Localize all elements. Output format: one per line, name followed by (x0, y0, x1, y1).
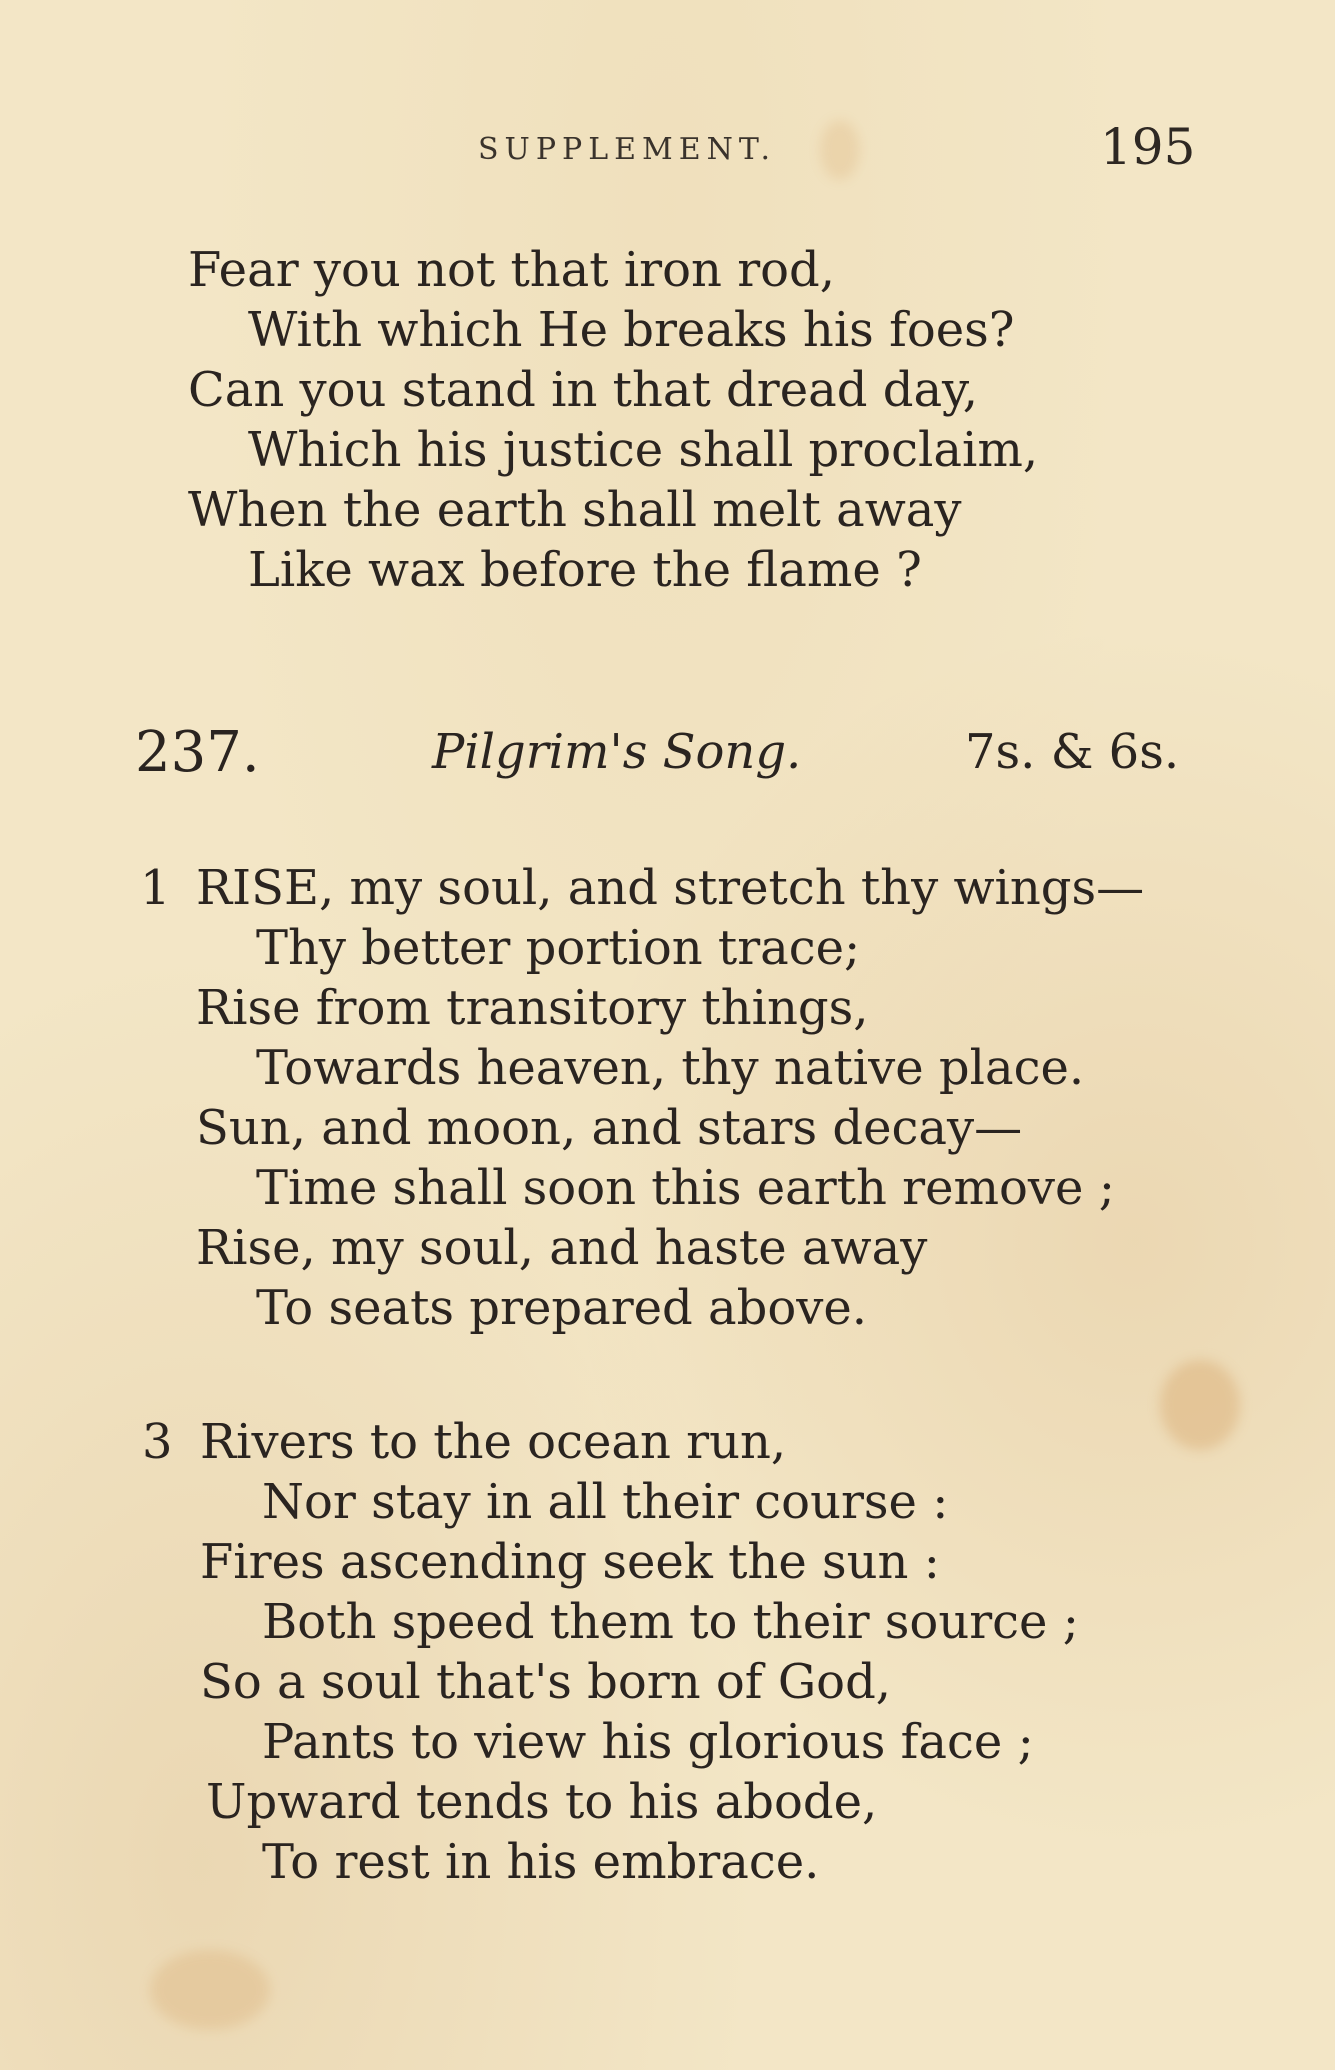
page-header (0, 118, 1335, 178)
verse-line: So a soul that's born of God, (200, 1654, 892, 1710)
verse-number: 3 (142, 1414, 173, 1470)
stain-mark (150, 1950, 270, 2030)
verse-line: RISE, my soul, and stretch thy wings— (196, 860, 1145, 916)
verse-line: Can you stand in that dread day, (188, 362, 979, 418)
verse-line: Sun, and moon, and stars decay— (196, 1100, 1023, 1156)
running-head: SUPPLEMENT. (478, 132, 777, 167)
verse-line: Like wax before the flame ? (248, 542, 922, 598)
verse-line: Towards heaven, thy native place. (256, 1040, 1085, 1096)
verse-number: 1 (140, 860, 171, 916)
hymn-number: 237. (135, 720, 260, 785)
verse-line: Nor stay in all their course : (262, 1474, 949, 1530)
verse-line: Fear you not that iron rod, (188, 242, 836, 298)
hymn-title: Pilgrim's Song. (432, 724, 802, 780)
verse-line: Thy better portion trace; (256, 920, 861, 976)
verse-line: When the earth shall melt away (188, 482, 962, 538)
verse-line: Pants to view his glorious face ; (262, 1714, 1034, 1770)
page-number: 195 (1100, 118, 1196, 176)
verse-line: Which his justice shall proclaim, (248, 422, 1039, 478)
verse-line: To seats prepared above. (256, 1280, 868, 1336)
verse-line: With which He breaks his foes? (248, 302, 1015, 358)
verse-line: Fires ascending seek the sun : (200, 1534, 940, 1590)
verse-line: To rest in his embrace. (262, 1834, 820, 1890)
verse-line: Both speed them to their source ; (262, 1594, 1079, 1650)
hymn-heading (0, 720, 1335, 790)
verse-line: Upward tends to his abode, (206, 1774, 878, 1830)
hymn-meter: 7s. & 6s. (965, 724, 1180, 780)
verse-line: Time shall soon this earth remove ; (256, 1160, 1115, 1216)
verse-line: Rise from transitory things, (196, 980, 869, 1036)
verse-line: Rise, my soul, and haste away (196, 1220, 928, 1276)
stain-mark (1160, 1360, 1240, 1450)
verse-line: Rivers to the ocean run, (200, 1414, 787, 1470)
